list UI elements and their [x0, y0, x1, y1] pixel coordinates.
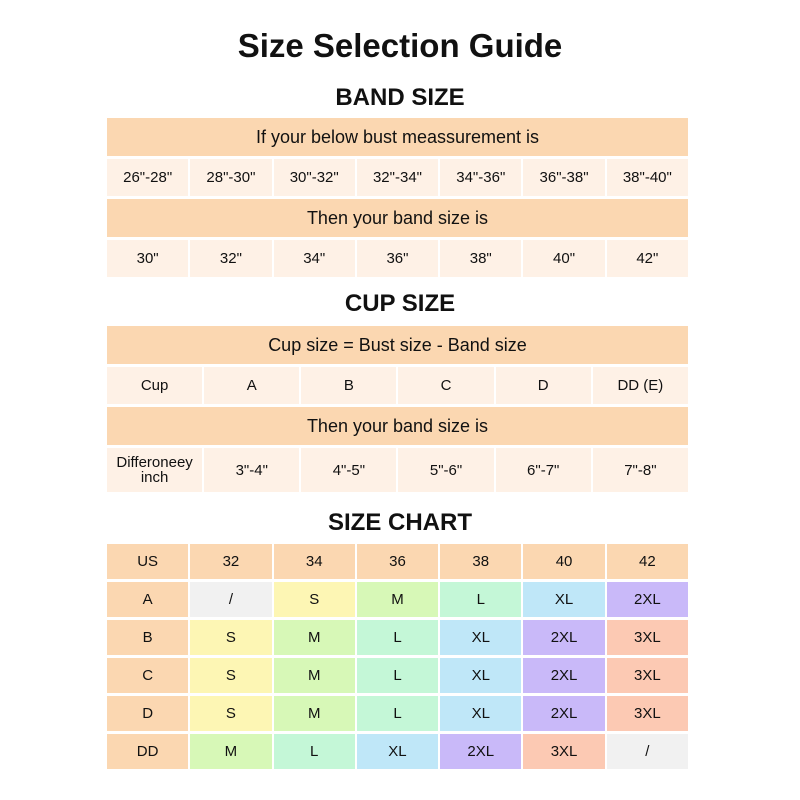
cup-result-label: Then your band size is: [107, 407, 688, 445]
difference-row-label: [107, 448, 202, 492]
band-measurement-cell: 30"-32": [274, 159, 355, 196]
difference-label-line1: Differoneey: [116, 454, 193, 471]
size-chart-cell: M: [274, 658, 355, 693]
size-chart-band-header: 40: [523, 544, 604, 579]
size-chart-cell: 3XL: [607, 696, 688, 731]
size-chart-cell: M: [274, 696, 355, 731]
band-measurement-cell: 32"-34": [357, 159, 438, 196]
size-chart-cell: /: [190, 582, 271, 617]
band-size-cell: 30": [107, 240, 188, 277]
size-chart-row: [107, 620, 688, 655]
size-chart-cell: L: [357, 658, 438, 693]
size-chart-cup-label: D: [107, 696, 188, 731]
difference-cell: 6"-7": [496, 448, 591, 492]
size-chart-cell: 3XL: [607, 620, 688, 655]
size-chart-cup-label: B: [107, 620, 188, 655]
band-size-cell: 36": [357, 240, 438, 277]
size-chart-header-row: [107, 544, 688, 579]
band-size-cell: 34": [274, 240, 355, 277]
size-chart-cup-label: C: [107, 658, 188, 693]
size-chart-cell: M: [274, 620, 355, 655]
band-size-cell: 40": [523, 240, 604, 277]
size-chart-cup-label: A: [107, 582, 188, 617]
band-size-cell: 32": [190, 240, 271, 277]
size-chart-cell: 2XL: [440, 734, 521, 769]
size-chart-cell: XL: [357, 734, 438, 769]
size-chart-cell: M: [357, 582, 438, 617]
size-chart-band-header: 36: [357, 544, 438, 579]
difference-cell: 4"-5": [301, 448, 396, 492]
size-chart-band-header: 34: [274, 544, 355, 579]
band-measure-label: If your below bust meassurement is: [107, 118, 688, 156]
cup-size-heading: CUP SIZE: [344, 290, 456, 317]
cup-cell: B: [301, 367, 396, 404]
band-measurement-cell: 36"-38": [523, 159, 604, 196]
size-chart-band-header: 38: [440, 544, 521, 579]
size-chart-cell: 2XL: [523, 696, 604, 731]
size-chart-cell: 3XL: [523, 734, 604, 769]
size-chart-table: [105, 541, 690, 772]
size-chart-cell: S: [190, 696, 271, 731]
band-measurement-cell: 38"-40": [607, 159, 688, 196]
size-chart-band-header: 32: [190, 544, 271, 579]
size-chart-cell: 2XL: [523, 658, 604, 693]
band-result-label: Then your band size is: [107, 199, 688, 237]
size-chart-corner-label: US: [107, 544, 188, 579]
cup-cell: C: [398, 367, 493, 404]
cup-cell: A: [204, 367, 299, 404]
size-chart-cell: L: [357, 696, 438, 731]
page-title: Size Selection Guide: [237, 27, 563, 64]
size-chart-row: [107, 582, 688, 617]
difference-label-line2: inch: [140, 469, 169, 486]
size-chart-row: [107, 658, 688, 693]
size-chart-cell: L: [274, 734, 355, 769]
difference-cell: 7"-8": [593, 448, 688, 492]
difference-cell: 5"-6": [398, 448, 493, 492]
size-chart-cell: 3XL: [607, 658, 688, 693]
size-chart-cell: 2XL: [607, 582, 688, 617]
size-chart-band-header: 42: [607, 544, 688, 579]
size-chart-cell: XL: [440, 658, 521, 693]
cup-formula: Cup size = Bust size - Band size: [107, 326, 688, 364]
band-measurement-cell: 28"-30": [190, 159, 271, 196]
band-measurement-cell: 26"-28": [107, 159, 188, 196]
size-chart-cell: XL: [440, 696, 521, 731]
size-chart-row: [107, 734, 688, 769]
size-chart-cell: M: [190, 734, 271, 769]
band-measurement-cell: 34"-36": [440, 159, 521, 196]
cup-row-label: Cup: [107, 367, 202, 404]
size-chart-cell: L: [440, 582, 521, 617]
band-size-cell: 38": [440, 240, 521, 277]
band-size-heading: BAND SIZE: [335, 84, 465, 111]
size-chart-cell: L: [357, 620, 438, 655]
cup-cell: DD (E): [593, 367, 688, 404]
size-chart-cell: S: [190, 658, 271, 693]
size-chart-heading: SIZE CHART: [328, 509, 472, 536]
size-chart-row: [107, 696, 688, 731]
cup-size-table: [105, 326, 690, 492]
size-chart-cup-label: DD: [107, 734, 188, 769]
band-size-table: [105, 118, 690, 277]
size-chart-cell: S: [190, 620, 271, 655]
size-chart-cell: /: [607, 734, 688, 769]
size-chart-cell: 2XL: [523, 620, 604, 655]
difference-cell: 3"-4": [204, 448, 299, 492]
band-size-cell: 42": [607, 240, 688, 277]
size-chart-cell: XL: [440, 620, 521, 655]
cup-cell: D: [496, 367, 591, 404]
size-chart-cell: S: [274, 582, 355, 617]
size-chart-cell: XL: [523, 582, 604, 617]
